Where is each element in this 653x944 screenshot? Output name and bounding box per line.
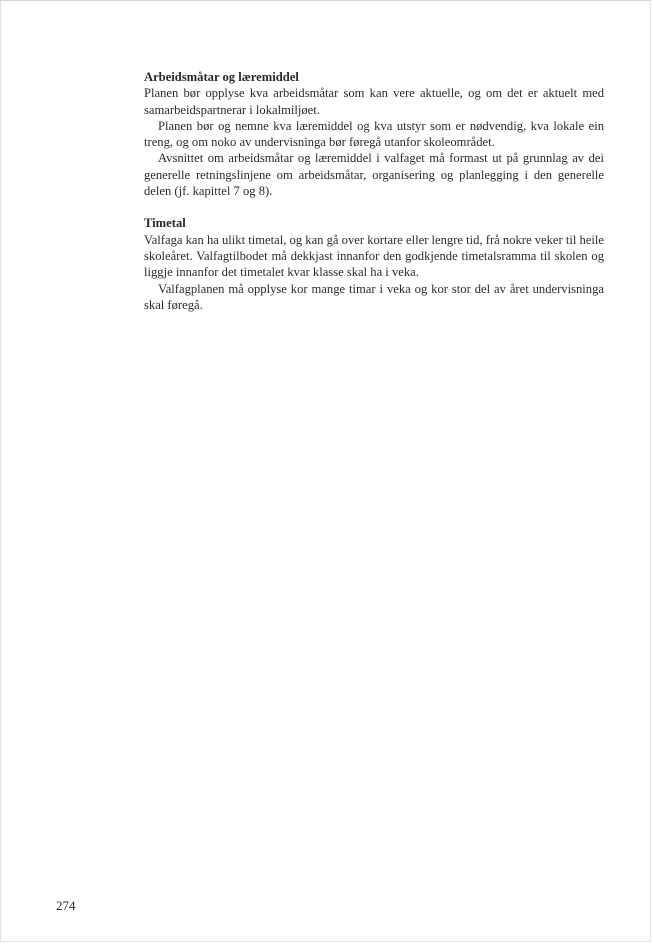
paragraph: Planen bør og nemne kva læremiddel og kva utstyr som er nødvendig, kva lokale ein treng, og om noko av undervisninga bør føregå utanfor skoleområdet. — [144, 118, 604, 150]
page-number: 274 — [56, 898, 76, 913]
section-spacer — [144, 199, 604, 215]
paragraph: Avsnittet om arbeidsmåtar og læremiddel i valfaget må formast ut på grunnlag av dei generelle retningslinjene om arbeidsmåtar, organisering og planlegging i den generelle delen (jf. kapittel 7 og 8). — [144, 151, 604, 199]
section-heading: Arbeidsmåtar og læremiddel — [144, 70, 299, 84]
page-content — [144, 69, 604, 313]
paragraph: Planen bør opplyse kva arbeidsmåtar som kan vere aktuelle, og om det er aktuelt med samarbeidspartnerar i lokalmiljøet. — [144, 86, 604, 117]
section-arbeidsmatar — [144, 69, 604, 199]
section-timetal — [144, 215, 604, 313]
section-heading: Timetal — [144, 216, 186, 231]
paragraph: Valfagplanen må opplyse kor mange timar i veka og kor stor del av året undervisninga skal føregå. — [144, 281, 604, 312]
paragraph: Valfaga kan ha ulikt timetal, og kan gå over kortare eller lengre tid, frå nokre veker til heile skoleåret. Valfagtilbodet må dekkjast innanfor den godkjende timetalsramma til skolen og liggje innanfor det timetalet kvar klasse skal ha i veka. — [144, 232, 604, 280]
